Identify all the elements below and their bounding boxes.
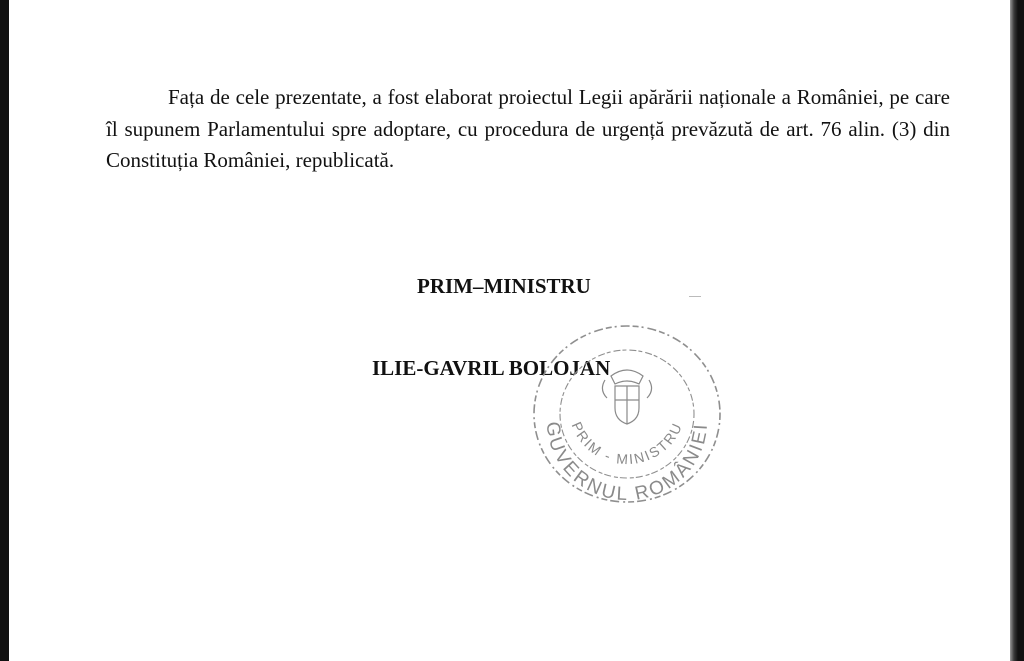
stamp-outer-text: GUVERNUL ROMÂNIEI [541,420,713,506]
official-stamp [525,318,725,508]
coat-of-arms-icon [602,370,651,424]
scan-artifact [689,296,701,297]
body-paragraph: Fața de cele prezentate, a fost elaborat proiectul Legii apărării naționale a României, pe care îl supunem Parlamentului spre adoptare, cu procedura de urgență prevăzută de art. 76 alin. (3) din Constituția României, republicată. [106,85,950,172]
document-page [9,0,1010,661]
right-frame-edge [1010,0,1024,661]
signature-name: ILIE-GAVRIL BOLOJAN [372,356,611,380]
left-frame-edge [0,0,9,661]
stamp-inner-text: PRIM - MINISTRU [568,419,686,468]
signature-title: PRIM–MINISTRU [417,274,591,298]
